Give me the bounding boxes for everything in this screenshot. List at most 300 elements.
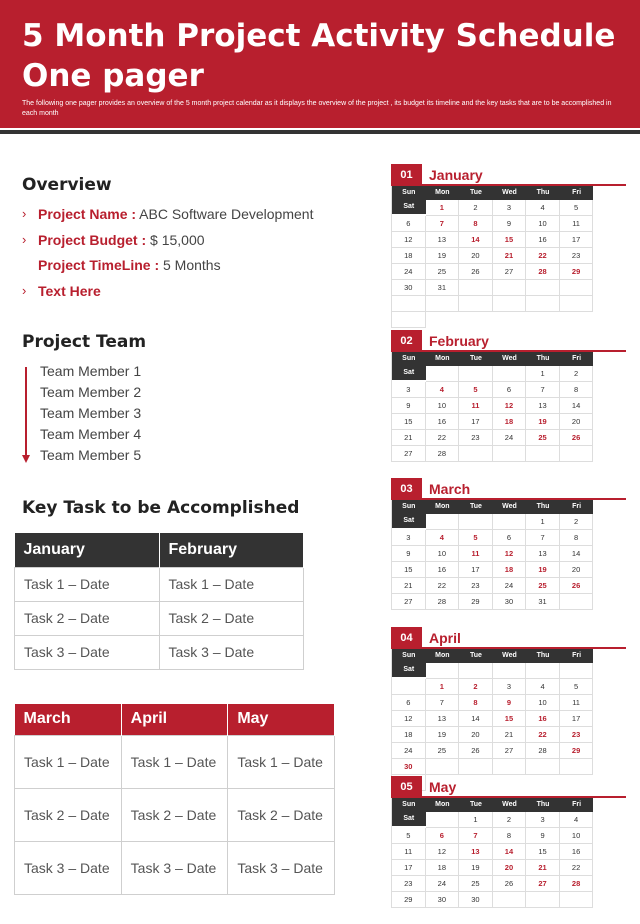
calendar-day: 15 [526, 844, 560, 860]
calendar-day-name: Wed [493, 500, 527, 514]
calendar-day [493, 280, 527, 296]
calendar-day: 18 [493, 562, 527, 578]
calendar-day [493, 296, 527, 312]
calendar-day [493, 759, 527, 775]
calendar-day: 29 [560, 743, 594, 759]
calendar-day-name: Fri [560, 500, 594, 514]
table-cell: Task 3 – Date [15, 841, 122, 894]
overview-item-value: ABC Software Development [136, 206, 314, 222]
calendar-day: 3 [392, 530, 426, 546]
calendar-day [392, 679, 426, 695]
table-header-row [15, 533, 304, 567]
calendar-day: 21 [392, 430, 426, 446]
calendar-day [560, 663, 594, 679]
calendar-day: 8 [560, 382, 594, 398]
overview-item-value: 5 Months [159, 257, 221, 273]
calendar-day [493, 514, 527, 530]
calendar-day: 16 [560, 844, 594, 860]
calendar-day [560, 280, 594, 296]
calendar-day [493, 892, 527, 908]
calendar-day-name: Tue [459, 649, 493, 663]
calendar-day [526, 663, 560, 679]
calendar-header [391, 164, 626, 186]
calendar-day: 26 [493, 876, 527, 892]
calendar-day: 24 [426, 876, 460, 892]
calendar-day: 12 [426, 844, 460, 860]
calendar-day: 22 [426, 430, 460, 446]
page-title: 5 Month Project Activity Schedule One pager [22, 18, 616, 94]
table-cell: Task 2 – Date [228, 788, 335, 841]
calendar-day: 7 [459, 828, 493, 844]
calendar-month-name: March [429, 481, 471, 497]
calendar-day: 10 [526, 216, 560, 232]
calendar-day: 30 [392, 759, 426, 775]
overview-item [22, 230, 362, 256]
calendar-day: 3 [526, 812, 560, 828]
table-cell: Task 3 – Date [228, 841, 335, 894]
calendar-grid [391, 798, 626, 908]
calendar-day [459, 296, 493, 312]
calendar-day-name: Mon [426, 186, 460, 200]
calendar-day: 4 [560, 812, 594, 828]
calendar-day: 23 [392, 876, 426, 892]
team-member: Team Member 4 [40, 426, 142, 442]
calendar-day [526, 296, 560, 312]
calendar-day: 18 [392, 248, 426, 264]
calendar-day: 23 [560, 248, 594, 264]
calendar-day [526, 280, 560, 296]
calendar-day: 21 [493, 727, 527, 743]
calendar-day-name: Sat [392, 366, 426, 380]
calendar-day: 15 [493, 232, 527, 248]
calendar-day-name: Fri [560, 352, 594, 366]
calendar-day: 14 [459, 711, 493, 727]
calendar-day: 17 [459, 414, 493, 430]
calendar-day: 1 [526, 366, 560, 382]
calendar-day: 1 [459, 812, 493, 828]
calendar-day: 27 [493, 264, 527, 280]
calendar-day: 28 [560, 876, 594, 892]
calendar-day: 4 [426, 382, 460, 398]
calendar-day: 5 [560, 679, 594, 695]
calendar-day-name: Thu [526, 649, 560, 663]
calendar-day: 25 [426, 743, 460, 759]
table-cell: Task 1 – Date [15, 567, 160, 601]
calendar-day: 20 [459, 248, 493, 264]
table-cell: Task 1 – Date [15, 735, 122, 788]
calendar-day: 23 [560, 727, 594, 743]
calendar-day: 12 [392, 232, 426, 248]
calendar-day [459, 759, 493, 775]
calendar-day: 17 [392, 860, 426, 876]
calendar-day: 4 [526, 200, 560, 216]
calendar-day-name: Thu [526, 186, 560, 200]
calendar-day-name: Thu [526, 352, 560, 366]
calendar-day: 14 [459, 232, 493, 248]
calendar-day: 14 [560, 398, 594, 414]
calendar-grid [391, 352, 626, 462]
calendar-day: 11 [459, 546, 493, 562]
team-member: Team Member 3 [40, 405, 142, 421]
table-row [15, 788, 335, 841]
calendar-day: 19 [526, 414, 560, 430]
calendar-day: 23 [459, 578, 493, 594]
calendar-day-name: Wed [493, 186, 527, 200]
calendar-day: 6 [392, 695, 426, 711]
team-member: Team Member 2 [40, 384, 142, 400]
calendar-day: 22 [426, 578, 460, 594]
calendar-day: 4 [526, 679, 560, 695]
calendar-day: 13 [426, 711, 460, 727]
calendar-day-name: Fri [560, 798, 594, 812]
calendar-day [459, 514, 493, 530]
calendar-grid [391, 186, 626, 328]
calendar-day: 16 [526, 711, 560, 727]
calendar-day [493, 366, 527, 382]
task-table-jan-feb [14, 533, 304, 670]
calendar-day [560, 759, 594, 775]
calendar-day: 7 [526, 530, 560, 546]
calendar-day [426, 514, 460, 530]
calendar-day: 11 [459, 398, 493, 414]
table-cell: Task 1 – Date [228, 735, 335, 788]
calendar-day [459, 366, 493, 382]
table-cell: Task 1 – Date [121, 735, 228, 788]
calendar-month-number: 03 [391, 478, 422, 500]
column-header: May [228, 704, 335, 735]
table-cell: Task 2 – Date [15, 788, 122, 841]
calendar-day: 14 [493, 844, 527, 860]
calendar-day: 6 [426, 828, 460, 844]
calendar-day: 9 [493, 695, 527, 711]
calendar-day-name: Sun [392, 798, 426, 812]
calendar-day: 7 [526, 382, 560, 398]
calendar-day-name: Wed [493, 352, 527, 366]
overview-item [22, 255, 362, 281]
calendar-day: 24 [493, 578, 527, 594]
calendar-day: 2 [459, 200, 493, 216]
calendar-day: 13 [459, 844, 493, 860]
calendar-day-name: Mon [426, 798, 460, 812]
overview-list [22, 204, 362, 306]
calendar-day-name: Thu [526, 798, 560, 812]
calendar-day: 26 [560, 578, 594, 594]
overview-item-label: Project TimeLine : [38, 257, 160, 273]
calendar-day-name: Tue [459, 798, 493, 812]
calendar-day: 20 [459, 727, 493, 743]
calendar-day: 6 [493, 382, 527, 398]
calendar-month-name: April [429, 630, 461, 646]
calendar-day: 26 [459, 264, 493, 280]
calendar-day: 31 [426, 280, 460, 296]
calendar-day: 10 [560, 828, 594, 844]
calendar-day: 1 [526, 514, 560, 530]
team-member: Team Member 5 [40, 447, 142, 463]
calendar-day: 2 [459, 679, 493, 695]
table-cell: Task 2 – Date [15, 601, 160, 635]
calendar-day: 29 [560, 264, 594, 280]
calendar-day-name: Sun [392, 649, 426, 663]
calendar-grid [391, 649, 626, 791]
table-row [15, 841, 335, 894]
calendar-day: 3 [493, 200, 527, 216]
team-list [40, 361, 141, 466]
calendar-day: 5 [560, 200, 594, 216]
calendar-day: 11 [560, 216, 594, 232]
calendar-day: 26 [459, 743, 493, 759]
calendar-day-name: Mon [426, 352, 460, 366]
calendar-day: 10 [426, 546, 460, 562]
calendar-day: 28 [426, 594, 460, 610]
calendar-month-name: February [429, 333, 489, 349]
calendar-day-name: Sat [392, 812, 426, 826]
calendar-month [391, 164, 626, 328]
calendar-day: 2 [493, 812, 527, 828]
table-cell: Task 3 – Date [15, 635, 160, 669]
calendar-day: 2 [560, 366, 594, 382]
calendar-day: 18 [392, 727, 426, 743]
calendar-day [560, 594, 594, 610]
table-header-row [15, 704, 335, 735]
calendar-header [391, 776, 626, 798]
calendar-day: 20 [560, 562, 594, 578]
calendar-day: 2 [560, 514, 594, 530]
calendar-day: 23 [459, 430, 493, 446]
calendar-month [391, 478, 626, 610]
calendar-day-name: Sun [392, 352, 426, 366]
table-cell: Task 1 – Date [159, 567, 304, 601]
calendar-day-name: Sat [392, 514, 426, 528]
table-cell: Task 3 – Date [121, 841, 228, 894]
table-row [15, 601, 304, 635]
calendar-day: 14 [560, 546, 594, 562]
calendar-day: 6 [493, 530, 527, 546]
calendar-day: 25 [526, 430, 560, 446]
calendar-day: 13 [526, 398, 560, 414]
calendar-month-number: 04 [391, 627, 422, 649]
calendar-day [560, 446, 594, 462]
table-cell: Task 3 – Date [159, 635, 304, 669]
page-description: The following one pager provides an overview of the 5 month project calendar as it displays the overview of the project , its budget its timeline and the key tasks that are to be accomplished in each month [22, 100, 612, 117]
task-table-mar-may [14, 704, 335, 895]
calendar-day-name: Mon [426, 500, 460, 514]
calendar-day: 16 [426, 562, 460, 578]
calendar-day [426, 663, 460, 679]
overview-item [22, 281, 362, 307]
calendar-day: 10 [526, 695, 560, 711]
calendar-month-number: 02 [391, 330, 422, 352]
calendar-day-name: Thu [526, 500, 560, 514]
calendar-day: 27 [493, 743, 527, 759]
calendar-day [459, 280, 493, 296]
calendar-day [526, 759, 560, 775]
calendar-day: 9 [392, 546, 426, 562]
header-divider [0, 130, 640, 134]
team-title: Project Team [22, 332, 147, 352]
calendar-day: 30 [493, 594, 527, 610]
chevron-right-icon: › [22, 282, 27, 298]
calendar-day: 25 [526, 578, 560, 594]
calendar-day: 28 [526, 743, 560, 759]
calendar-day: 20 [560, 414, 594, 430]
calendar-day-name: Mon [426, 649, 460, 663]
calendar-day: 13 [426, 232, 460, 248]
calendar-day: 1 [426, 679, 460, 695]
calendar-day: 31 [526, 594, 560, 610]
table-row [15, 567, 304, 601]
calendar-day: 5 [392, 828, 426, 844]
calendar-day-name: Wed [493, 649, 527, 663]
calendar-day-name: Fri [560, 186, 594, 200]
calendar-day: 18 [426, 860, 460, 876]
calendar-day [560, 892, 594, 908]
calendar-day: 19 [426, 248, 460, 264]
calendar-grid [391, 500, 626, 610]
calendar-day: 22 [526, 248, 560, 264]
calendar-day [493, 663, 527, 679]
calendar-day: 28 [426, 446, 460, 462]
calendar-day: 19 [459, 860, 493, 876]
calendar-day: 19 [526, 562, 560, 578]
overview-item-label: Project Name : [38, 206, 137, 222]
calendar-day: 15 [392, 414, 426, 430]
calendar-day [526, 446, 560, 462]
calendar-month [391, 330, 626, 462]
column-header: April [121, 704, 228, 735]
calendar-day [526, 892, 560, 908]
header-banner [0, 0, 640, 128]
calendar-day: 8 [459, 216, 493, 232]
calendar-day: 20 [493, 860, 527, 876]
table-row [15, 635, 304, 669]
calendar-day: 27 [392, 446, 426, 462]
calendar-day: 8 [459, 695, 493, 711]
calendar-day [426, 759, 460, 775]
calendar-day: 9 [493, 216, 527, 232]
chevron-right-icon: › [22, 231, 27, 247]
calendar-day-name: Tue [459, 186, 493, 200]
calendar-day [493, 446, 527, 462]
calendar-day: 28 [526, 264, 560, 280]
calendar-month [391, 627, 626, 791]
calendar-day: 22 [560, 860, 594, 876]
overview-item-label: Project Budget : [38, 231, 147, 248]
calendar-day: 10 [426, 398, 460, 414]
calendar-day: 21 [392, 578, 426, 594]
calendar-day: 21 [526, 860, 560, 876]
calendar-day: 12 [392, 711, 426, 727]
calendar-day: 5 [459, 382, 493, 398]
calendar-day-name: Sat [392, 663, 426, 677]
calendar-day [426, 296, 460, 312]
calendar-month-name: May [429, 779, 457, 795]
calendar-day [392, 312, 426, 328]
calendar-day-name: Tue [459, 500, 493, 514]
calendar-day: 3 [493, 679, 527, 695]
calendar-day: 30 [459, 892, 493, 908]
table-cell: Task 2 – Date [159, 601, 304, 635]
calendar-day: 15 [493, 711, 527, 727]
calendar-day: 7 [426, 216, 460, 232]
calendar-day: 12 [493, 398, 527, 414]
calendar-day-name: Sun [392, 500, 426, 514]
calendar-month-number: 05 [391, 776, 422, 798]
calendar-day: 13 [526, 546, 560, 562]
calendar-month [391, 776, 626, 908]
calendar-day: 29 [459, 594, 493, 610]
calendar-month-number: 01 [391, 164, 422, 186]
calendar-month-name: January [429, 167, 483, 183]
calendar-day [459, 663, 493, 679]
calendar-day: 19 [426, 727, 460, 743]
calendar-day: 25 [426, 264, 460, 280]
calendar-day: 16 [526, 232, 560, 248]
calendar-day: 30 [426, 892, 460, 908]
calendar-day: 4 [426, 530, 460, 546]
calendar-day: 22 [526, 727, 560, 743]
calendar-day: 8 [560, 530, 594, 546]
calendar-day: 17 [560, 711, 594, 727]
calendar-day [426, 366, 460, 382]
calendar-day: 12 [493, 546, 527, 562]
calendar-header [391, 330, 626, 352]
arrow-down-icon [22, 455, 30, 463]
calendar-day: 30 [392, 280, 426, 296]
calendar-day: 16 [426, 414, 460, 430]
calendar-day: 18 [493, 414, 527, 430]
team-member: Team Member 1 [40, 363, 142, 379]
calendar-day: 8 [493, 828, 527, 844]
calendar-day: 1 [426, 200, 460, 216]
calendar-day-name: Tue [459, 352, 493, 366]
calendar-day: 27 [392, 594, 426, 610]
table-row [15, 735, 335, 788]
calendar-day: 17 [459, 562, 493, 578]
column-header: March [15, 704, 122, 735]
calendar-header [391, 478, 626, 500]
calendar-day-name: Fri [560, 649, 594, 663]
calendar-day-name: Sun [392, 186, 426, 200]
table-cell: Task 2 – Date [121, 788, 228, 841]
calendar-day: 9 [392, 398, 426, 414]
calendar-day-name: Wed [493, 798, 527, 812]
calendar-day: 29 [392, 892, 426, 908]
chevron-right-icon: › [22, 206, 27, 221]
team-timeline-line [25, 367, 27, 457]
calendar-day: 6 [392, 216, 426, 232]
calendar-day: 9 [526, 828, 560, 844]
calendar-day: 7 [426, 695, 460, 711]
calendar-day: 11 [560, 695, 594, 711]
calendar-day: 25 [459, 876, 493, 892]
calendar-day: 21 [493, 248, 527, 264]
calendar-day: 24 [493, 430, 527, 446]
tasks-title: Key Task to be Accomplished [22, 498, 300, 518]
calendar-day: 5 [459, 530, 493, 546]
overview-item-label: Text Here [38, 282, 101, 299]
calendar-day: 17 [560, 232, 594, 248]
calendar-day: 24 [392, 264, 426, 280]
calendar-day [392, 296, 426, 312]
overview-title: Overview [22, 175, 112, 195]
calendar-day: 15 [392, 562, 426, 578]
calendar-day: 3 [392, 382, 426, 398]
calendar-day [560, 296, 594, 312]
calendar-day-name: Sat [392, 200, 426, 214]
calendar-day [459, 446, 493, 462]
column-header: January [15, 533, 160, 567]
calendar-day: 26 [560, 430, 594, 446]
